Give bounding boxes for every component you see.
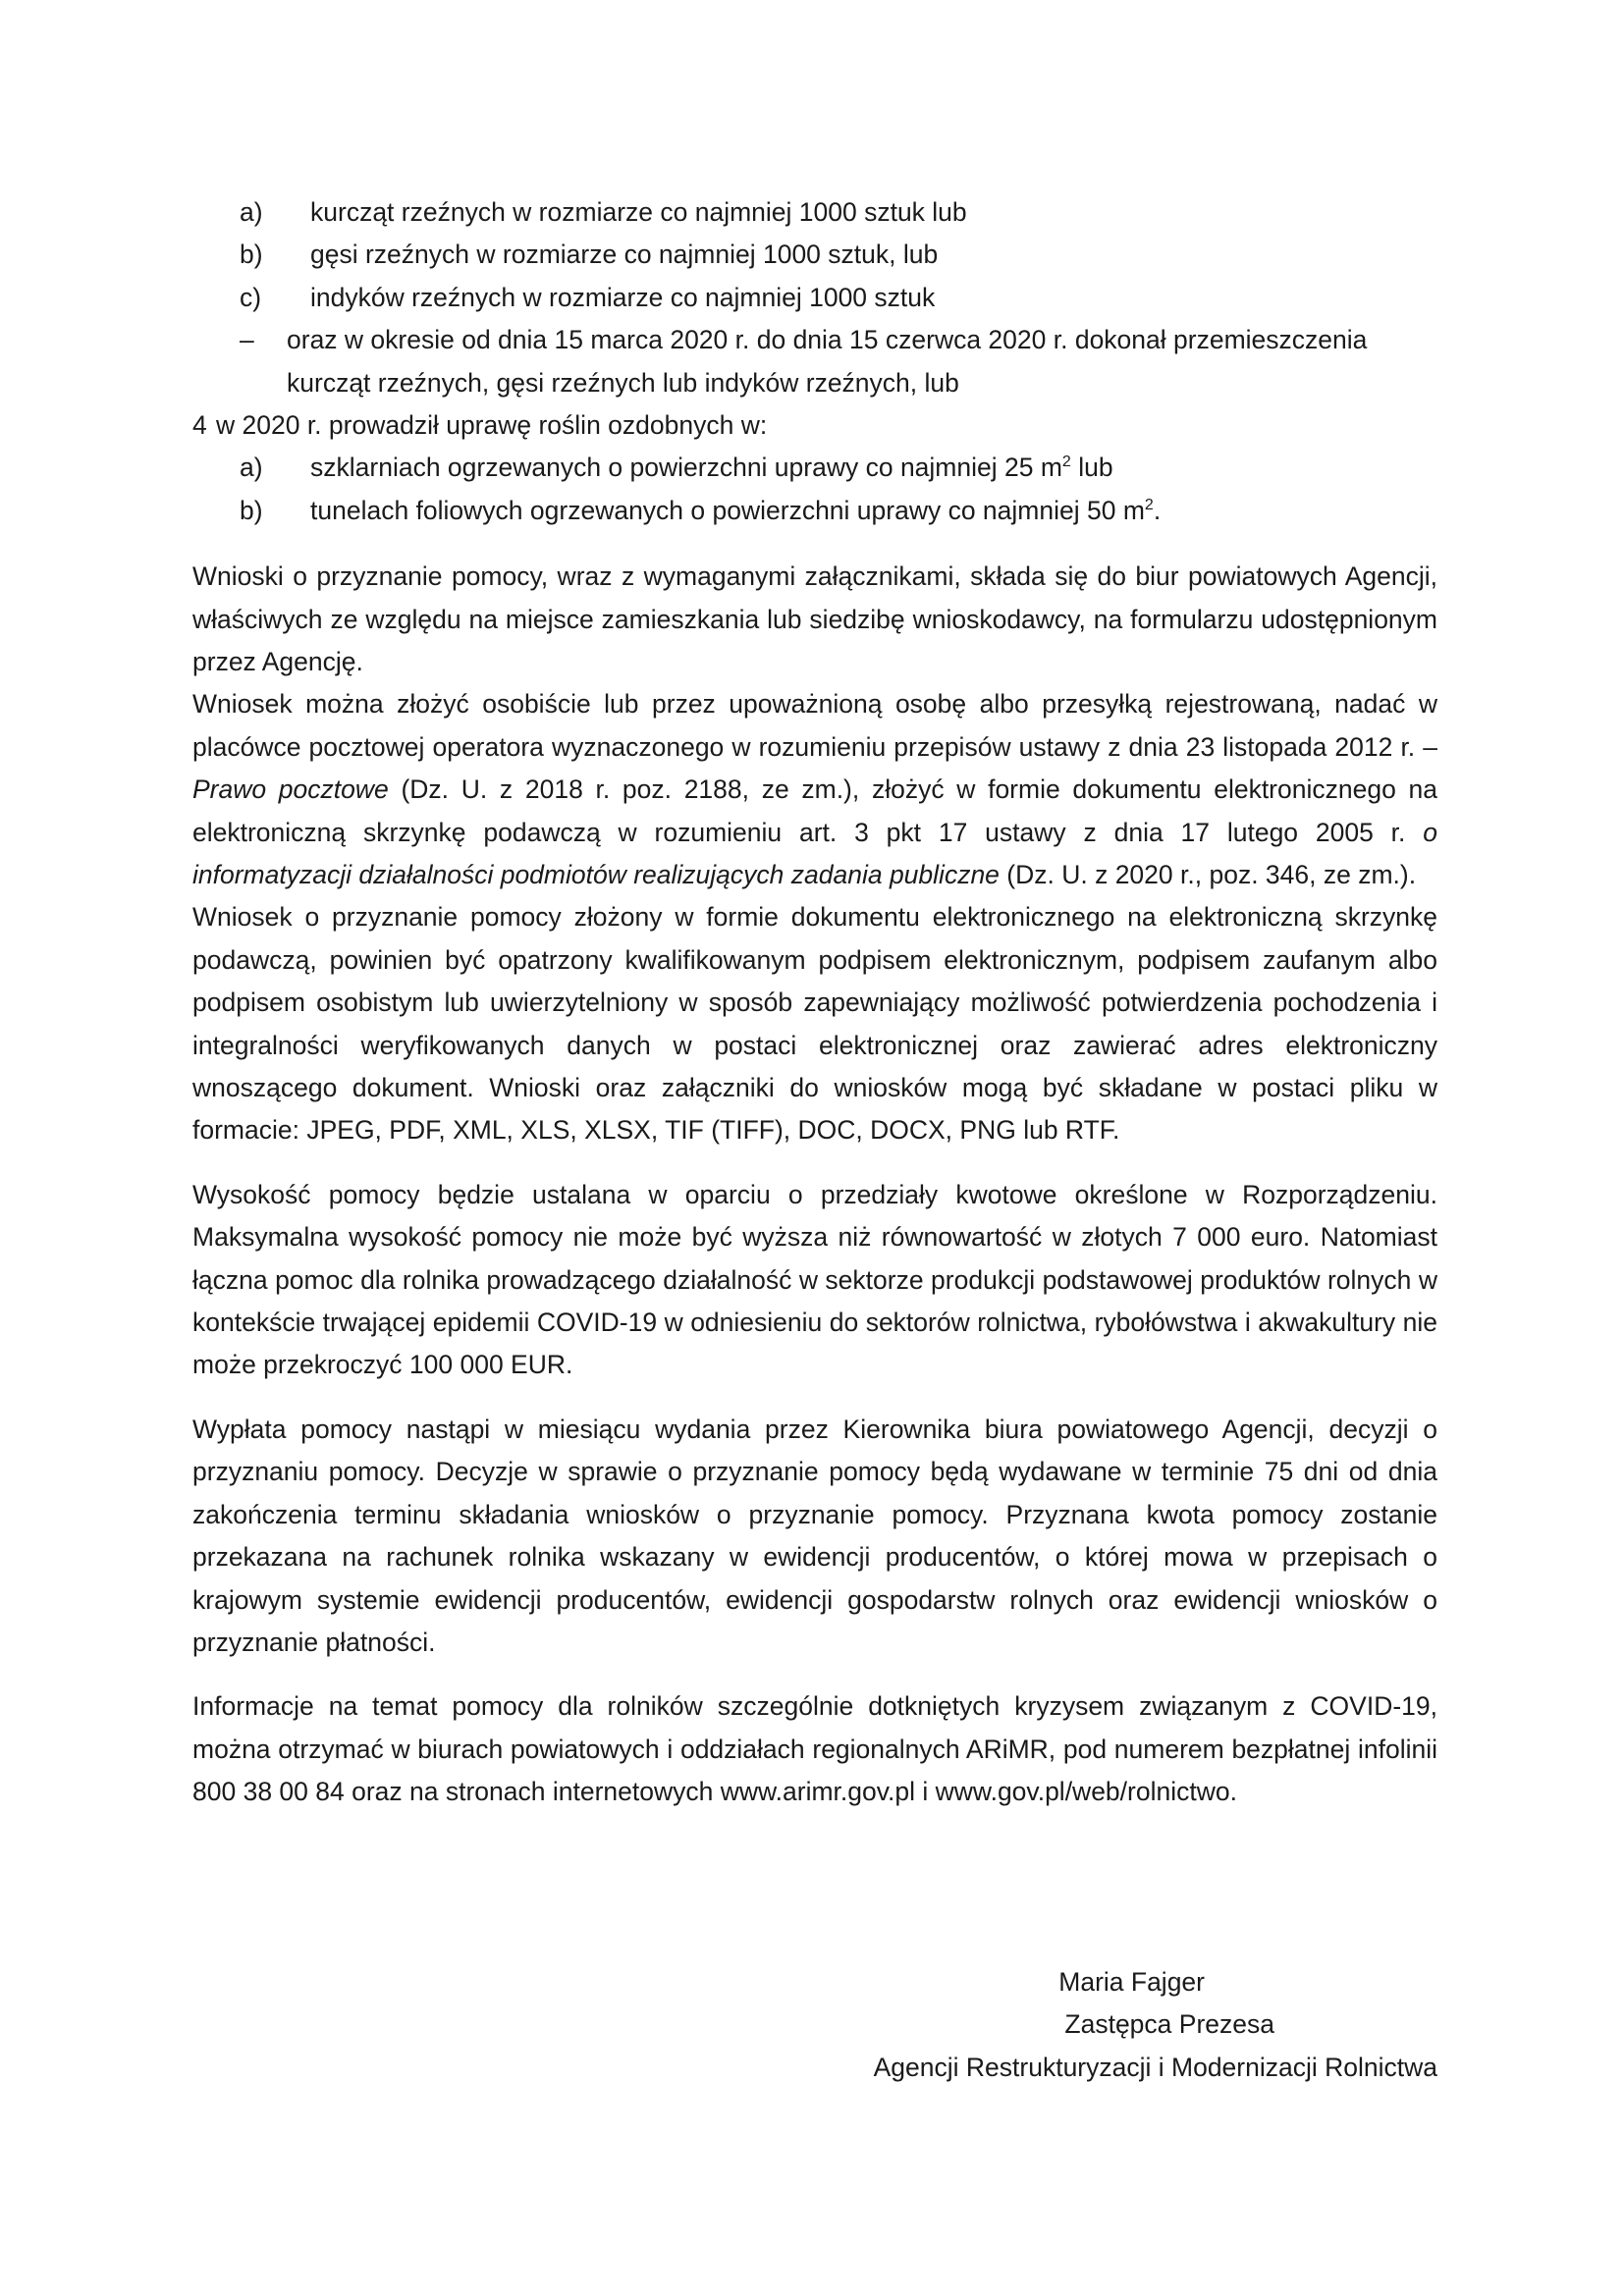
paragraph-payment: Wypłata pomocy nastąpi w miesiącu wydania przez Kierownika biura powiatowego Agencji, decyzji o przyznaniu pomocy. Decyzje w sprawie o przyznanie pomocy będą wydawane w terminie 75 dni od dnia zakończenia terminu składania wniosków o przyznanie pomocy. Przyznana kwota pomocy zostanie przekazana na rachunek rolnika wskazany w ewidencji producentów, o której mowa w przepisach o krajowym systemie ewidencji producentów, ewidencji gospodarstw rolnych oraz ewidencji wniosków o przyznanie płatności. (192, 1414, 1437, 1657)
list-item-c-turkeys (192, 277, 1437, 319)
spacer (192, 1664, 1437, 1685)
list-marker: b) (240, 240, 263, 270)
paragraph-aid-amount: Wysokość pomocy będzie ustalana w oparciu o przedziały kwotowe określone w Rozporządzeniu. Maksymalna wysokość pomocy nie może być wyższa niż równowartość w złotych 7 000 euro. Natomiast łączna pomoc dla rolnika prowadzącego działalność w sektorze produkcji podstawowej produktów rolnych w kontekście trwającej epidemii COVID-19 w odniesieniu do sektorów rolnictwa, rybołówstwa i akwakultury nie może przekroczyć 100 000 EUR. (192, 1179, 1437, 1380)
greenhouse-text: szklarniach ogrzewanych o powierzchni uprawy co najmniej 25 m (310, 453, 1062, 483)
list-marker-dash: – (240, 325, 254, 355)
list-item-b-geese (192, 234, 1437, 276)
list-item-text (287, 319, 1437, 404)
list-marker: a) (240, 453, 263, 483)
list-item-b-tunnels (192, 490, 1437, 532)
list-item-text: w 2020 r. prowadził uprawę roślin ozdobnych w: (216, 409, 768, 440)
tunnels-tail: . (1153, 495, 1162, 525)
spacer (192, 532, 1437, 556)
paragraph-information: Informacje na temat pomocy dla rolników szczególnie dotkniętych kryzysem związanym z COVID-19, można otrzymać w biurach powiatowych i oddziałach regionalnych ARiMR, pod numerem bezpłatnej infolinii 800 38 00 84 oraz na stronach internetowych www.arimr.gov.pl i www.gov.pl/web/rolnictwo. (192, 1691, 1437, 1807)
list-item-point-4 (192, 404, 1437, 447)
superscript: 2 (1061, 454, 1071, 471)
dash-line-2: kurcząt rzeźnych, gęsi rzeźnych lub indyków rzeźnych, lub (287, 367, 959, 398)
superscript: 2 (1144, 496, 1154, 513)
paragraph-electronic-signature: Wniosek o przyznanie pomocy złożony w formie dokumentu elektronicznego na elektroniczną skrzynkę podawczą, powinien być opatrzony kwalifikowanym podpisem elektronicznym, podpisem zaufanym albo podpisem osobistym lub uwierzytelniony w sposób zapewniający możliwość potwierdzenia pochodzenia i integralności weryfikowanych danych w postaci elektronicznej oraz zawierać adres elektroniczny wnoszącego dokument. Wnioski oraz załączniki do wniosków mogą być składane w postaci pliku w formacie: JPEG, PDF, XML, XLS, XLSX, TIF (TIFF), DOC, DOCX, PNG lub RTF. (192, 902, 1437, 1146)
spacer (192, 1152, 1437, 1174)
list-item-text: kurcząt rzeźnych w rozmiarze co najmniej 1000 sztuk lub (310, 197, 967, 227)
list-marker: 4 (192, 409, 207, 440)
list-item-text (310, 490, 1161, 532)
greenhouse-tail: lub (1070, 453, 1113, 483)
list-item-text (310, 447, 1113, 489)
p2-text-b: (Dz. U. z 2018 r. poz. 2188, ze zm.), złożyć w formie dokumentu elektronicznego na elektroniczną skrzynkę podawczą w rozumieniu art. 3 pkt 17 ustawy z dnia 17 lutego 2005 r. (192, 774, 1437, 847)
document-body (192, 191, 1437, 1814)
signature-block (844, 1961, 1437, 2089)
signatory-name: Maria Fajger (1058, 1967, 1205, 1997)
list-marker: c) (240, 282, 262, 312)
paragraph-submission: Wnioski o przyznanie pomocy, wraz z wymaganymi załącznikami, składa się do biur powiatowych Agencji, właściwych ze względu na miejsce zamieszkania lub siedzibę wnioskodawcy, na formularzu udostępnionym przez Agencję. (192, 561, 1437, 676)
list-item-a-chickens (192, 191, 1437, 234)
signatory-organization: Agencji Restrukturyzacji i Modernizacji Rolnictwa (873, 2052, 1437, 2082)
signatory-role: Zastępca Prezesa (1064, 2009, 1274, 2040)
list-item-dash (192, 319, 1437, 404)
spacer (192, 1387, 1437, 1409)
list-item-text: indyków rzeźnych w rozmiarze co najmniej 1000 sztuk (310, 282, 936, 312)
p2-italic-law-title: Prawo pocztowe (192, 774, 389, 805)
p2-italic-act-title: o informatyzacji działalności podmiotów realizujących zadania publiczne (192, 817, 1437, 889)
list-item-text: gęsi rzeźnych w rozmiarze co najmniej 1000 sztuk, lub (310, 240, 939, 270)
dash-line-1: oraz w okresie od dnia 15 marca 2020 r. do dnia 15 czerwca 2020 r. dokonał przemieszczenia (287, 325, 1368, 355)
paragraph-submission-methods (192, 683, 1437, 896)
list-marker: b) (240, 495, 263, 525)
list-marker: a) (240, 197, 263, 227)
list-item-a-greenhouse (192, 447, 1437, 489)
p2-text-a: Wniosek można złożyć osobiście lub przez upoważnioną osobę albo przesyłką rejestrowaną, nadać w placówce pocztowej operatora wyznaczonego w rozumieniu przepisów ustawy z dnia 23 listopada 2012 r. – (192, 689, 1437, 762)
tunnels-text: tunelach foliowych ogrzewanych o powierzchni uprawy co najmniej 50 m (310, 495, 1145, 525)
p2-text-c: (Dz. U. z 2020 r., poz. 346, ze zm.). (999, 860, 1417, 889)
